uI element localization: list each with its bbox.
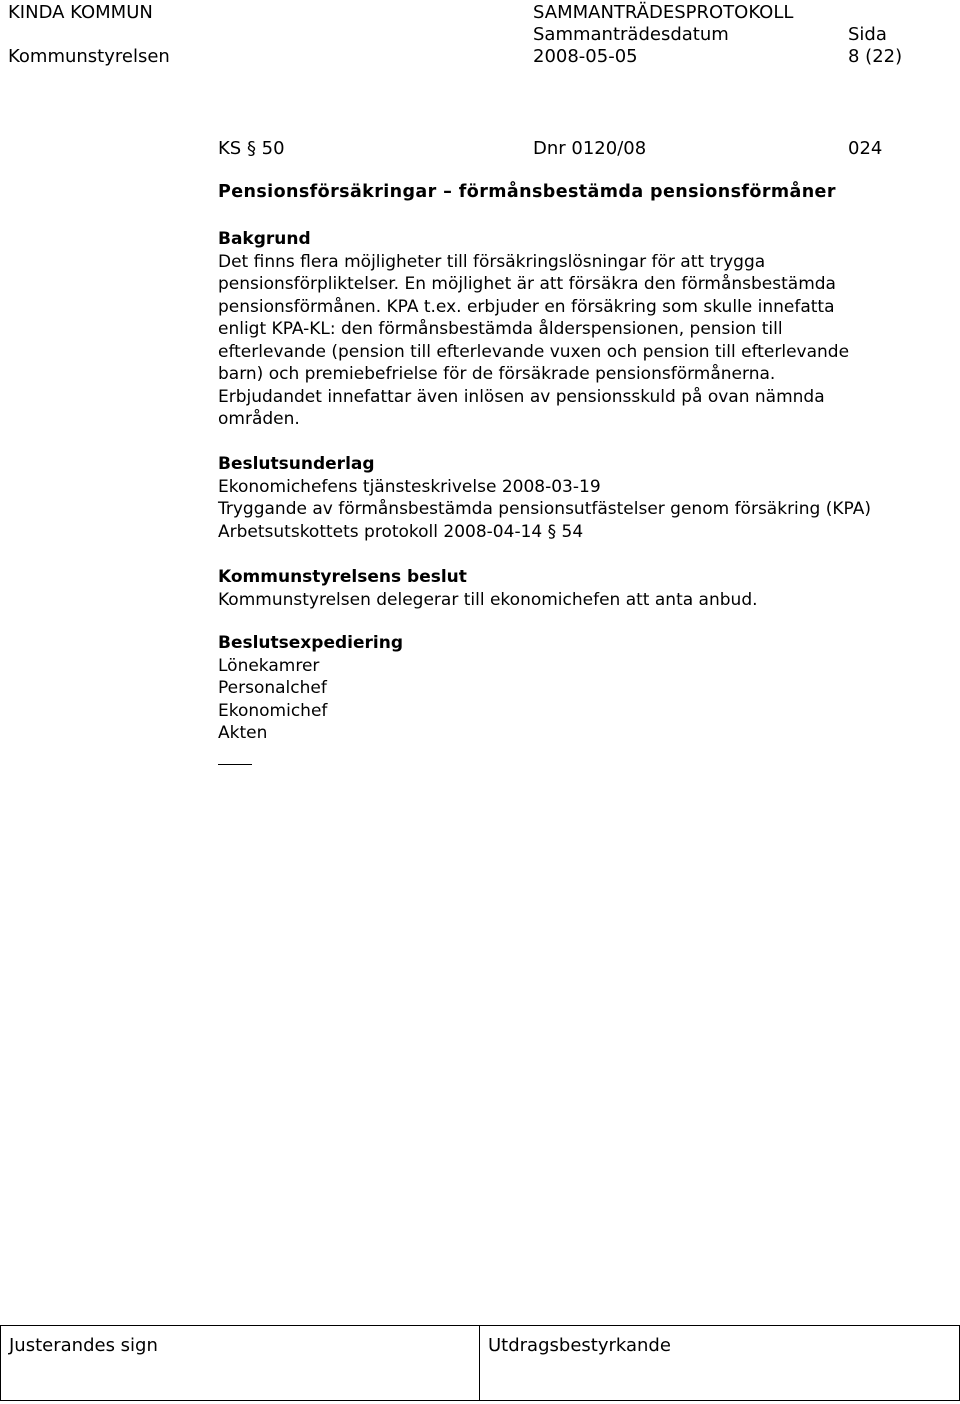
footer-sign-box: [0, 1325, 480, 1401]
background-line: Erbjudandet innefattar även inlösen av pensionsskuld på ovan nämnda: [218, 386, 825, 407]
background-line: områden.: [218, 409, 300, 429]
case-title: Pensionsförsäkringar – förmånsbestämda pensionsförmåner: [218, 182, 836, 202]
header-date-label: Sammanträdesdatum: [533, 24, 729, 45]
background-heading: Bakgrund: [218, 229, 311, 249]
footer-certify-label: Utdragsbestyrkande: [488, 1335, 671, 1356]
background-line: pensionsförpliktelser. En möjlighet är att försäkra den förmånsbestämda: [218, 274, 836, 294]
background-line: pensionsförmånen. KPA t.ex. erbjuder en försäkring som skulle innefatta: [218, 296, 835, 317]
case-dnr: Dnr 0120/08: [533, 138, 647, 159]
dispatch-recipient: Akten: [218, 723, 268, 743]
footer-certify-box: [479, 1325, 960, 1401]
basis-section: [218, 453, 948, 543]
dispatch-recipient: Personalchef: [218, 678, 327, 698]
dispatch-section: [218, 632, 948, 745]
case-code: 024: [848, 138, 883, 159]
footer-sign-label: Justerandes sign: [9, 1335, 158, 1356]
basis-line: Tryggande av förmånsbestämda pensionsutfästelser genom försäkring (KPA): [218, 499, 871, 519]
basis-line: Arbetsutskottets protokoll 2008-04-14 § 54: [218, 521, 584, 542]
dispatch-recipient: Lönekamrer: [218, 655, 320, 676]
header-page-number: 8 (22): [848, 46, 903, 67]
header-page-label: Sida: [848, 24, 887, 45]
background-line: efterlevande (pension till efterlevande vuxen och pension till efterlevande: [218, 341, 850, 362]
background-line: barn) och premiebefrielse för de försäkrade pensionsförmånerna.: [218, 364, 776, 384]
dispatch-heading: Beslutsexpediering: [218, 633, 403, 653]
background-line: Det finns flera möjligheter till försäkringslösningar för att trygga: [218, 251, 766, 272]
background-section: [218, 228, 948, 431]
end-divider: [218, 764, 252, 765]
decision-section: [218, 566, 948, 611]
header-body-name: Kommunstyrelsen: [8, 46, 170, 67]
dispatch-recipient: Ekonomichef: [218, 700, 328, 721]
header-org: KINDA KOMMUN: [8, 2, 153, 23]
decision-heading: Kommunstyrelsens beslut: [218, 567, 467, 587]
case-id: KS § 50: [218, 138, 285, 159]
header-date: 2008-05-05: [533, 46, 638, 67]
basis-line: Ekonomichefens tjänsteskrivelse 2008-03-19: [218, 476, 601, 497]
decision-text: Kommunstyrelsen delegerar till ekonomichefen att anta anbud.: [218, 589, 758, 610]
header-doc-type: SAMMANTRÄDESPROTOKOLL: [533, 2, 794, 23]
background-line: enligt KPA-KL: den förmånsbestämda ålderspensionen, pension till: [218, 319, 783, 339]
basis-heading: Beslutsunderlag: [218, 454, 375, 474]
